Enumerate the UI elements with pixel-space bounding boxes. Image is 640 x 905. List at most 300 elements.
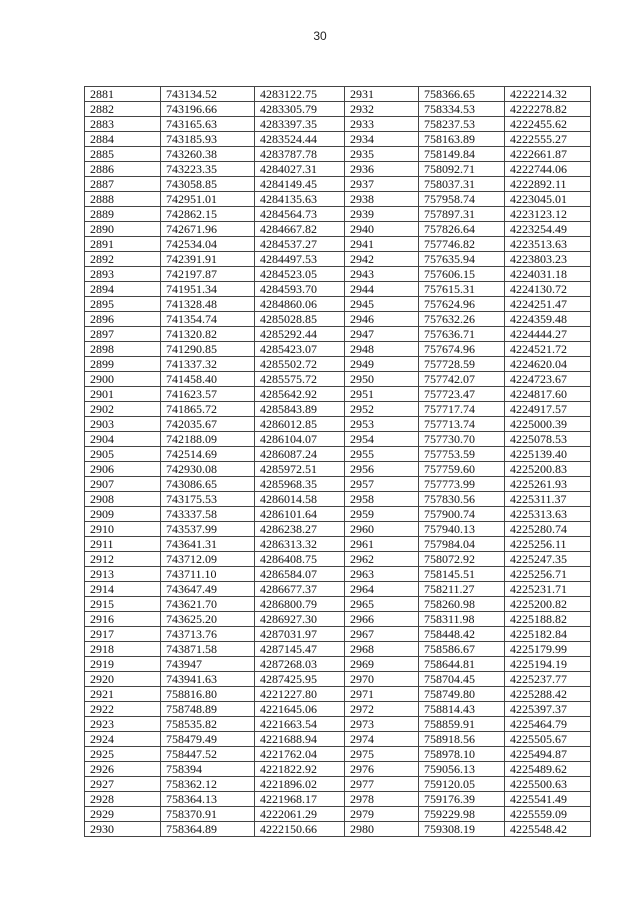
point-number-cell: 2973: [345, 717, 419, 732]
y-coordinate-cell: 4225237.77: [505, 672, 591, 687]
point-number-cell: 2969: [345, 657, 419, 672]
x-coordinate-cell: 758370.91: [161, 807, 255, 822]
table-row: [85, 267, 591, 282]
x-coordinate-cell: 757606.15: [419, 267, 505, 282]
y-coordinate-cell: 4221968.17: [255, 792, 345, 807]
y-coordinate-cell: 4225288.42: [505, 687, 591, 702]
x-coordinate-cell: 757897.31: [419, 207, 505, 222]
x-coordinate-cell: 743165.63: [161, 117, 255, 132]
y-coordinate-cell: 4221822.92: [255, 762, 345, 777]
x-coordinate-cell: 757958.74: [419, 192, 505, 207]
x-coordinate-cell: 743185.93: [161, 132, 255, 147]
point-number-cell: 2959: [345, 507, 419, 522]
coordinates-table-body: [85, 87, 591, 837]
point-number-cell: 2935: [345, 147, 419, 162]
x-coordinate-cell: 758149.84: [419, 147, 505, 162]
x-coordinate-cell: 758260.98: [419, 597, 505, 612]
y-coordinate-cell: 4224521.72: [505, 342, 591, 357]
point-number-cell: 2892: [85, 252, 161, 267]
y-coordinate-cell: 4286677.37: [255, 582, 345, 597]
table-row: [85, 282, 591, 297]
table-row: [85, 567, 591, 582]
y-coordinate-cell: 4224359.48: [505, 312, 591, 327]
table-row: [85, 132, 591, 147]
point-number-cell: 2889: [85, 207, 161, 222]
x-coordinate-cell: 757759.60: [419, 462, 505, 477]
x-coordinate-cell: 758366.65: [419, 87, 505, 102]
y-coordinate-cell: 4284537.27: [255, 237, 345, 252]
x-coordinate-cell: 757984.04: [419, 537, 505, 552]
y-coordinate-cell: 4285968.35: [255, 477, 345, 492]
x-coordinate-cell: 757636.71: [419, 327, 505, 342]
x-coordinate-cell: 758334.53: [419, 102, 505, 117]
x-coordinate-cell: 743058.85: [161, 177, 255, 192]
y-coordinate-cell: 4285843.89: [255, 402, 345, 417]
table-row: [85, 687, 591, 702]
y-coordinate-cell: 4284135.63: [255, 192, 345, 207]
y-coordinate-cell: 4225280.74: [505, 522, 591, 537]
point-number-cell: 2942: [345, 252, 419, 267]
point-number-cell: 2881: [85, 87, 161, 102]
point-number-cell: 2897: [85, 327, 161, 342]
x-coordinate-cell: 757632.26: [419, 312, 505, 327]
table-row: [85, 402, 591, 417]
point-number-cell: 2902: [85, 402, 161, 417]
y-coordinate-cell: 4286104.07: [255, 432, 345, 447]
x-coordinate-cell: 757728.59: [419, 357, 505, 372]
x-coordinate-cell: 743712.09: [161, 552, 255, 567]
table-row: [85, 252, 591, 267]
x-coordinate-cell: 742951.01: [161, 192, 255, 207]
point-number-cell: 2928: [85, 792, 161, 807]
point-number-cell: 2974: [345, 732, 419, 747]
point-number-cell: 2945: [345, 297, 419, 312]
y-coordinate-cell: 4225541.49: [505, 792, 591, 807]
table-row: [85, 102, 591, 117]
y-coordinate-cell: 4224251.47: [505, 297, 591, 312]
y-coordinate-cell: 4284523.05: [255, 267, 345, 282]
point-number-cell: 2887: [85, 177, 161, 192]
point-number-cell: 2955: [345, 447, 419, 462]
table-row: [85, 237, 591, 252]
x-coordinate-cell: 757615.31: [419, 282, 505, 297]
coordinates-table: [84, 86, 591, 837]
x-coordinate-cell: 742534.04: [161, 237, 255, 252]
point-number-cell: 2941: [345, 237, 419, 252]
table-row: [85, 537, 591, 552]
y-coordinate-cell: 4222892.11: [505, 177, 591, 192]
table-row: [85, 177, 591, 192]
y-coordinate-cell: 4225179.99: [505, 642, 591, 657]
x-coordinate-cell: 758394: [161, 762, 255, 777]
table-row: [85, 207, 591, 222]
table-row: [85, 387, 591, 402]
y-coordinate-cell: 4284497.53: [255, 252, 345, 267]
y-coordinate-cell: 4225139.40: [505, 447, 591, 462]
y-coordinate-cell: 4225200.82: [505, 597, 591, 612]
point-number-cell: 2917: [85, 627, 161, 642]
point-number-cell: 2884: [85, 132, 161, 147]
point-number-cell: 2936: [345, 162, 419, 177]
x-coordinate-cell: 757773.99: [419, 477, 505, 492]
point-number-cell: 2962: [345, 552, 419, 567]
table-row: [85, 462, 591, 477]
point-number-cell: 2944: [345, 282, 419, 297]
y-coordinate-cell: 4221227.80: [255, 687, 345, 702]
x-coordinate-cell: 741623.57: [161, 387, 255, 402]
y-coordinate-cell: 4221896.02: [255, 777, 345, 792]
point-number-cell: 2900: [85, 372, 161, 387]
table-row: [85, 792, 591, 807]
table-row: [85, 327, 591, 342]
table-row: [85, 162, 591, 177]
y-coordinate-cell: 4286014.58: [255, 492, 345, 507]
table-row: [85, 492, 591, 507]
point-number-cell: 2949: [345, 357, 419, 372]
page-number: 30: [313, 29, 327, 43]
point-number-cell: 2905: [85, 447, 161, 462]
point-number-cell: 2946: [345, 312, 419, 327]
y-coordinate-cell: 4285502.72: [255, 357, 345, 372]
point-number-cell: 2891: [85, 237, 161, 252]
point-number-cell: 2963: [345, 567, 419, 582]
y-coordinate-cell: 4286012.85: [255, 417, 345, 432]
x-coordinate-cell: 743713.76: [161, 627, 255, 642]
table-row: [85, 807, 591, 822]
point-number-cell: 2886: [85, 162, 161, 177]
point-number-cell: 2956: [345, 462, 419, 477]
point-number-cell: 2895: [85, 297, 161, 312]
x-coordinate-cell: 758859.91: [419, 717, 505, 732]
y-coordinate-cell: 4225261.93: [505, 477, 591, 492]
point-number-cell: 2957: [345, 477, 419, 492]
y-coordinate-cell: 4225311.37: [505, 492, 591, 507]
x-coordinate-cell: 758814.43: [419, 702, 505, 717]
point-number-cell: 2930: [85, 822, 161, 837]
point-number-cell: 2970: [345, 672, 419, 687]
point-number-cell: 2952: [345, 402, 419, 417]
point-number-cell: 2927: [85, 777, 161, 792]
x-coordinate-cell: 741337.32: [161, 357, 255, 372]
table-row: [85, 147, 591, 162]
y-coordinate-cell: 4225078.53: [505, 432, 591, 447]
x-coordinate-cell: 759176.39: [419, 792, 505, 807]
point-number-cell: 2929: [85, 807, 161, 822]
x-coordinate-cell: 757635.94: [419, 252, 505, 267]
point-number-cell: 2916: [85, 612, 161, 627]
y-coordinate-cell: 4284027.31: [255, 162, 345, 177]
point-number-cell: 2913: [85, 567, 161, 582]
y-coordinate-cell: 4285972.51: [255, 462, 345, 477]
point-number-cell: 2967: [345, 627, 419, 642]
y-coordinate-cell: 4221762.04: [255, 747, 345, 762]
point-number-cell: 2961: [345, 537, 419, 552]
x-coordinate-cell: 758535.82: [161, 717, 255, 732]
x-coordinate-cell: 742391.91: [161, 252, 255, 267]
y-coordinate-cell: 4222061.29: [255, 807, 345, 822]
table-row: [85, 822, 591, 837]
x-coordinate-cell: 758586.67: [419, 642, 505, 657]
point-number-cell: 2934: [345, 132, 419, 147]
x-coordinate-cell: 743337.58: [161, 507, 255, 522]
x-coordinate-cell: 758037.31: [419, 177, 505, 192]
x-coordinate-cell: 743711.10: [161, 567, 255, 582]
table-row: [85, 657, 591, 672]
y-coordinate-cell: 4283787.78: [255, 147, 345, 162]
point-number-cell: 2966: [345, 612, 419, 627]
y-coordinate-cell: 4225256.71: [505, 567, 591, 582]
table-row: [85, 762, 591, 777]
y-coordinate-cell: 4225182.84: [505, 627, 591, 642]
point-number-cell: 2924: [85, 732, 161, 747]
table-row: [85, 432, 591, 447]
y-coordinate-cell: 4222744.06: [505, 162, 591, 177]
table-row: [85, 597, 591, 612]
point-number-cell: 2951: [345, 387, 419, 402]
x-coordinate-cell: 757717.74: [419, 402, 505, 417]
point-number-cell: 2903: [85, 417, 161, 432]
table-row: [85, 417, 591, 432]
table-row: [85, 507, 591, 522]
x-coordinate-cell: 757713.74: [419, 417, 505, 432]
point-number-cell: 2960: [345, 522, 419, 537]
x-coordinate-cell: 741320.82: [161, 327, 255, 342]
x-coordinate-cell: 757746.82: [419, 237, 505, 252]
x-coordinate-cell: 742671.96: [161, 222, 255, 237]
y-coordinate-cell: 4283122.75: [255, 87, 345, 102]
y-coordinate-cell: 4284593.70: [255, 282, 345, 297]
x-coordinate-cell: 757624.96: [419, 297, 505, 312]
y-coordinate-cell: 4286927.30: [255, 612, 345, 627]
x-coordinate-cell: 742035.67: [161, 417, 255, 432]
x-coordinate-cell: 758237.53: [419, 117, 505, 132]
point-number-cell: 2923: [85, 717, 161, 732]
point-number-cell: 2978: [345, 792, 419, 807]
y-coordinate-cell: 4223254.49: [505, 222, 591, 237]
y-coordinate-cell: 4223123.12: [505, 207, 591, 222]
y-coordinate-cell: 4224130.72: [505, 282, 591, 297]
x-coordinate-cell: 743947: [161, 657, 255, 672]
x-coordinate-cell: 759056.13: [419, 762, 505, 777]
point-number-cell: 2954: [345, 432, 419, 447]
x-coordinate-cell: 743175.53: [161, 492, 255, 507]
y-coordinate-cell: 4221688.94: [255, 732, 345, 747]
point-number-cell: 2907: [85, 477, 161, 492]
x-coordinate-cell: 758448.42: [419, 627, 505, 642]
y-coordinate-cell: 4286238.27: [255, 522, 345, 537]
x-coordinate-cell: 759229.98: [419, 807, 505, 822]
table-row: [85, 447, 591, 462]
table-row: [85, 87, 591, 102]
table-row: [85, 717, 591, 732]
table-row: [85, 582, 591, 597]
y-coordinate-cell: 4286408.75: [255, 552, 345, 567]
point-number-cell: 2958: [345, 492, 419, 507]
y-coordinate-cell: 4224723.67: [505, 372, 591, 387]
x-coordinate-cell: 743625.20: [161, 612, 255, 627]
y-coordinate-cell: 4225464.79: [505, 717, 591, 732]
x-coordinate-cell: 758092.71: [419, 162, 505, 177]
y-coordinate-cell: 4225000.39: [505, 417, 591, 432]
y-coordinate-cell: 4222150.66: [255, 822, 345, 837]
point-number-cell: 2901: [85, 387, 161, 402]
point-number-cell: 2932: [345, 102, 419, 117]
point-number-cell: 2890: [85, 222, 161, 237]
x-coordinate-cell: 741951.34: [161, 282, 255, 297]
y-coordinate-cell: 4225397.37: [505, 702, 591, 717]
y-coordinate-cell: 4224444.27: [505, 327, 591, 342]
point-number-cell: 2910: [85, 522, 161, 537]
point-number-cell: 2906: [85, 462, 161, 477]
y-coordinate-cell: 4283305.79: [255, 102, 345, 117]
point-number-cell: 2921: [85, 687, 161, 702]
y-coordinate-cell: 4224031.18: [505, 267, 591, 282]
y-coordinate-cell: 4223513.63: [505, 237, 591, 252]
table-row: [85, 552, 591, 567]
y-coordinate-cell: 4285575.72: [255, 372, 345, 387]
x-coordinate-cell: 743537.99: [161, 522, 255, 537]
y-coordinate-cell: 4287145.47: [255, 642, 345, 657]
point-number-cell: 2899: [85, 357, 161, 372]
table-row: [85, 222, 591, 237]
x-coordinate-cell: 742862.15: [161, 207, 255, 222]
y-coordinate-cell: 4225247.35: [505, 552, 591, 567]
point-number-cell: 2976: [345, 762, 419, 777]
point-number-cell: 2918: [85, 642, 161, 657]
y-coordinate-cell: 4222214.32: [505, 87, 591, 102]
y-coordinate-cell: 4224620.04: [505, 357, 591, 372]
point-number-cell: 2975: [345, 747, 419, 762]
point-number-cell: 2919: [85, 657, 161, 672]
x-coordinate-cell: 742930.08: [161, 462, 255, 477]
table-row: [85, 732, 591, 747]
point-number-cell: 2947: [345, 327, 419, 342]
point-number-cell: 2908: [85, 492, 161, 507]
point-number-cell: 2888: [85, 192, 161, 207]
x-coordinate-cell: 757826.64: [419, 222, 505, 237]
table-row: [85, 372, 591, 387]
x-coordinate-cell: 741354.74: [161, 312, 255, 327]
point-number-cell: 2940: [345, 222, 419, 237]
y-coordinate-cell: 4285642.92: [255, 387, 345, 402]
x-coordinate-cell: 741328.48: [161, 297, 255, 312]
y-coordinate-cell: 4223803.23: [505, 252, 591, 267]
table-row: [85, 777, 591, 792]
point-number-cell: 2937: [345, 177, 419, 192]
table-row: [85, 192, 591, 207]
point-number-cell: 2939: [345, 207, 419, 222]
x-coordinate-cell: 742188.09: [161, 432, 255, 447]
x-coordinate-cell: 741865.72: [161, 402, 255, 417]
x-coordinate-cell: 741458.40: [161, 372, 255, 387]
x-coordinate-cell: 758479.49: [161, 732, 255, 747]
x-coordinate-cell: 742197.87: [161, 267, 255, 282]
x-coordinate-cell: 757830.56: [419, 492, 505, 507]
point-number-cell: 2920: [85, 672, 161, 687]
y-coordinate-cell: 4286101.64: [255, 507, 345, 522]
y-coordinate-cell: 4225489.62: [505, 762, 591, 777]
y-coordinate-cell: 4287031.97: [255, 627, 345, 642]
y-coordinate-cell: 4225494.87: [505, 747, 591, 762]
point-number-cell: 2925: [85, 747, 161, 762]
point-number-cell: 2911: [85, 537, 161, 552]
x-coordinate-cell: 743871.58: [161, 642, 255, 657]
table-row: [85, 477, 591, 492]
x-coordinate-cell: 758311.98: [419, 612, 505, 627]
table-row: [85, 297, 591, 312]
y-coordinate-cell: 4222278.82: [505, 102, 591, 117]
x-coordinate-cell: 758163.89: [419, 132, 505, 147]
point-number-cell: 2948: [345, 342, 419, 357]
point-number-cell: 2977: [345, 777, 419, 792]
x-coordinate-cell: 758644.81: [419, 657, 505, 672]
y-coordinate-cell: 4283524.44: [255, 132, 345, 147]
x-coordinate-cell: 743647.49: [161, 582, 255, 597]
point-number-cell: 2933: [345, 117, 419, 132]
y-coordinate-cell: 4286087.24: [255, 447, 345, 462]
y-coordinate-cell: 4225548.42: [505, 822, 591, 837]
table-row: [85, 672, 591, 687]
y-coordinate-cell: 4286800.79: [255, 597, 345, 612]
point-number-cell: 2950: [345, 372, 419, 387]
y-coordinate-cell: 4284564.73: [255, 207, 345, 222]
point-number-cell: 2885: [85, 147, 161, 162]
y-coordinate-cell: 4223045.01: [505, 192, 591, 207]
table-row: [85, 702, 591, 717]
x-coordinate-cell: 757940.13: [419, 522, 505, 537]
y-coordinate-cell: 4285292.44: [255, 327, 345, 342]
x-coordinate-cell: 758918.56: [419, 732, 505, 747]
y-coordinate-cell: 4222455.62: [505, 117, 591, 132]
table-row: [85, 627, 591, 642]
y-coordinate-cell: 4225231.71: [505, 582, 591, 597]
point-number-cell: 2968: [345, 642, 419, 657]
x-coordinate-cell: 757674.96: [419, 342, 505, 357]
x-coordinate-cell: 758364.89: [161, 822, 255, 837]
y-coordinate-cell: 4285028.85: [255, 312, 345, 327]
table-row: [85, 342, 591, 357]
table-row: [85, 642, 591, 657]
x-coordinate-cell: 757723.47: [419, 387, 505, 402]
y-coordinate-cell: 4225194.19: [505, 657, 591, 672]
y-coordinate-cell: 4222555.27: [505, 132, 591, 147]
x-coordinate-cell: 758211.27: [419, 582, 505, 597]
y-coordinate-cell: 4284149.45: [255, 177, 345, 192]
point-number-cell: 2943: [345, 267, 419, 282]
table-row: [85, 117, 591, 132]
point-number-cell: 2898: [85, 342, 161, 357]
x-coordinate-cell: 757753.59: [419, 447, 505, 462]
x-coordinate-cell: 758362.12: [161, 777, 255, 792]
x-coordinate-cell: 758072.92: [419, 552, 505, 567]
x-coordinate-cell: 757730.70: [419, 432, 505, 447]
x-coordinate-cell: 743941.63: [161, 672, 255, 687]
point-number-cell: 2979: [345, 807, 419, 822]
y-coordinate-cell: 4225505.67: [505, 732, 591, 747]
point-number-cell: 2926: [85, 762, 161, 777]
x-coordinate-cell: 757900.74: [419, 507, 505, 522]
y-coordinate-cell: 4225559.09: [505, 807, 591, 822]
y-coordinate-cell: 4287268.03: [255, 657, 345, 672]
point-number-cell: 2953: [345, 417, 419, 432]
point-number-cell: 2980: [345, 822, 419, 837]
x-coordinate-cell: 743086.65: [161, 477, 255, 492]
x-coordinate-cell: 758978.10: [419, 747, 505, 762]
y-coordinate-cell: 4285423.07: [255, 342, 345, 357]
y-coordinate-cell: 4225200.83: [505, 462, 591, 477]
x-coordinate-cell: 742514.69: [161, 447, 255, 462]
y-coordinate-cell: 4286313.32: [255, 537, 345, 552]
